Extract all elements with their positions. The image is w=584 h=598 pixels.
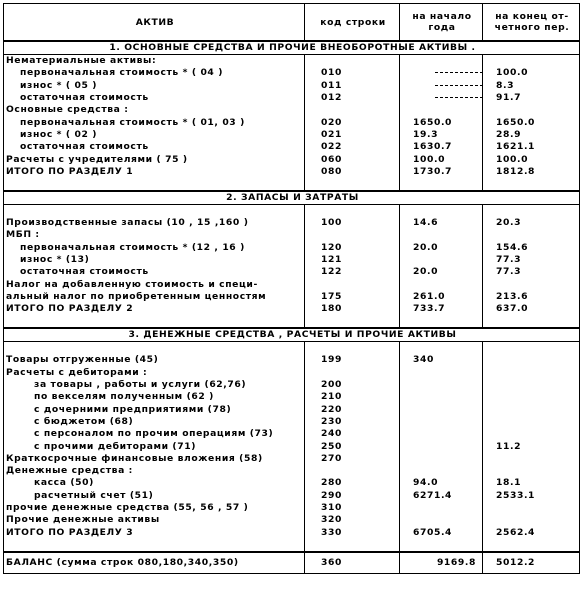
row-label: прочие денежные средства (55, 56 , 57 ) [6,502,249,514]
row-period-end: 18.1 [483,477,580,489]
row-label: Денежные средства : [6,465,133,477]
balance-code: 360 [305,552,400,574]
row-label: Основные средства : [6,104,129,116]
row-code: 080 [305,166,400,178]
row-label: с бюджетом (68) [34,415,134,427]
row-period-end [483,391,580,403]
row-period-end: 1621.1 [483,141,580,153]
row-code: 290 [305,490,400,502]
row-period-end [483,278,580,290]
table-row [4,354,580,366]
table-row [4,404,580,416]
table-row [4,242,580,254]
table-row [4,416,580,428]
row-year-start [400,80,483,92]
row-code: 121 [305,254,400,266]
header-year-start: на начало года [400,4,483,42]
row-period-end: 1650.0 [483,116,580,128]
row-code: 100 [305,217,400,229]
row-period-end: 28.9 [483,129,580,141]
row-period-end: 154.6 [483,242,580,254]
row-code [305,465,400,477]
row-period-end: 637.0 [483,303,580,315]
row-label: остаточная стоимость [20,92,149,104]
table-row [4,153,580,165]
row-label: остаточная стоимость [20,141,149,153]
row-label: Производственные запасы (10 , 15 ,160 ) [6,217,249,229]
row-year-start [400,278,483,290]
row-label: с дочерними предприятиями (78) [34,403,232,415]
row-period-end [483,229,580,241]
balance-sheet-form [3,3,579,591]
row-label: Товары отгруженные (45) [6,354,159,366]
row-year-start: 733.7 [400,303,483,315]
table-row [4,379,580,391]
row-code: 199 [305,354,400,366]
table-row [4,55,580,68]
row-period-end: 91.7 [483,92,580,104]
row-period-end [483,514,580,526]
row-year-start [400,254,483,266]
table-row [4,104,580,116]
row-code: 060 [305,153,400,165]
row-year-start: 100.0 [400,153,483,165]
row-year-start: 94.0 [400,477,483,489]
row-period-end [483,428,580,440]
empty-dash-marker [435,92,483,98]
row-year-start [400,229,483,241]
section-3-body [4,354,580,538]
row-label: альный налог по приобретенным ценностям [6,290,267,302]
row-code: 240 [305,428,400,440]
row-year-start [400,514,483,526]
row-year-start: 340 [400,354,483,366]
row-year-start: 6271.4 [400,490,483,502]
row-code [305,104,400,116]
table-row [4,490,580,502]
row-code: 012 [305,92,400,104]
row-label: с прочими дебиторами (71) [34,440,197,452]
row-code: 200 [305,379,400,391]
spacer-row [4,204,580,217]
row-code [305,367,400,379]
row-year-start [400,92,483,104]
row-code: 250 [305,440,400,452]
spacer-row [4,342,580,355]
section-1-header [4,41,580,55]
row-code: 180 [305,303,400,315]
row-code: 021 [305,129,400,141]
row-label: за товары , работы и услуги (62,76) [34,379,247,391]
table-row [4,428,580,440]
row-period-end [483,379,580,391]
row-year-start [400,502,483,514]
section-3-header [4,328,580,342]
row-label: Расчеты с учредителями ( 75 ) [6,153,188,165]
row-period-end: 1812.8 [483,166,580,178]
row-code [305,229,400,241]
spacer-row [4,539,580,552]
row-year-start [400,404,483,416]
table-row [4,80,580,92]
row-label: износ * (13) [20,254,90,265]
table-row [4,367,580,379]
section-2-body [4,217,580,315]
row-code: 270 [305,453,400,465]
row-year-start [400,453,483,465]
row-year-start: 20.0 [400,266,483,278]
row-year-start: 1630.7 [400,141,483,153]
row-label: с персоналом по прочим операциям (73) [34,428,274,440]
section-1-title: 1. ОСНОВНЫЕ СРЕДСТВА И ПРОЧИЕ ВНЕОБОРОТНЫЕ АКТИВЫ . [4,41,580,55]
table-row [4,229,580,241]
row-label: остаточная стоимость [20,266,149,278]
row-period-end: 77.3 [483,266,580,278]
table-row [4,391,580,403]
row-code: 320 [305,514,400,526]
row-period-end: 2533.1 [483,490,580,502]
section-2-header [4,191,580,205]
header-line-code: код строки [305,4,400,42]
empty-dash-marker [435,67,483,73]
section-1-body [4,55,580,178]
row-period-end: 20.3 [483,217,580,229]
table-row [4,129,580,141]
table-row [4,278,580,290]
row-year-start [400,55,483,68]
row-year-start: 261.0 [400,291,483,303]
row-period-end [483,453,580,465]
row-year-start: 19.3 [400,129,483,141]
row-code: 210 [305,391,400,403]
table-row [4,465,580,477]
table-row [4,527,580,539]
row-year-start: 6705.4 [400,527,483,539]
row-period-end [483,465,580,477]
row-period-end [483,354,580,366]
row-year-start [400,367,483,379]
row-period-end [483,416,580,428]
row-year-start [400,416,483,428]
row-label: расчетный счет (51) [34,489,154,501]
table-row [4,141,580,153]
table-header [4,4,580,42]
row-period-end [483,404,580,416]
empty-dash-marker [435,80,483,86]
section-2-title: 2. ЗАПАСЫ И ЗАТРАТЫ [4,191,580,205]
row-label: первоначальная стоимость * ( 01, 03 ) [20,116,245,128]
row-label: Расчеты с дебиторами : [6,366,148,378]
row-year-start [400,391,483,403]
section-3-title: 3. ДЕНЕЖНЫЕ СРЕДСТВА , РАСЧЕТЫ И ПРОЧИЕ АКТИВЫ [4,328,580,342]
row-period-end: 100.0 [483,67,580,79]
row-label: Налог на добавленную стоимость и специ- [6,278,258,290]
row-code: 010 [305,67,400,79]
row-label: ИТОГО ПО РАЗДЕЛУ 2 [6,303,134,315]
row-code: 220 [305,404,400,416]
row-period-end: 213.6 [483,291,580,303]
row-label: касса (50) [34,477,94,489]
row-code [305,278,400,290]
spacer-row [4,315,580,328]
row-period-end: 77.3 [483,254,580,266]
balance-table [3,3,580,574]
row-code: 330 [305,527,400,539]
row-label: первоначальная стоимость * ( 04 ) [20,67,224,79]
balance-start: 9169.8 [400,552,483,574]
row-year-start [400,104,483,116]
row-year-start [400,440,483,452]
row-label: износ * ( 05 ) [20,79,98,91]
header-asset: АКТИВ [135,16,175,28]
row-code: 011 [305,80,400,92]
table-row [4,477,580,489]
balance-end: 5012.2 [483,552,580,574]
row-year-start [400,67,483,79]
row-period-end: 8.3 [483,80,580,92]
row-period-end: 100.0 [483,153,580,165]
row-label: Нематериальные активы: [6,55,157,67]
row-code [305,55,400,68]
balance-total-row [4,552,580,574]
row-year-start [400,379,483,391]
table-row [4,166,580,178]
row-period-end [483,367,580,379]
balance-label: БАЛАНС (сумма строк 080,180,340,350) [4,552,305,574]
row-year-start: 1650.0 [400,116,483,128]
row-code: 310 [305,502,400,514]
row-code: 280 [305,477,400,489]
row-period-end [483,502,580,514]
row-year-start [400,465,483,477]
row-period-end: 2562.4 [483,527,580,539]
row-code: 122 [305,266,400,278]
table-row [4,92,580,104]
row-label: Прочие денежные активы [6,514,160,526]
table-row [4,291,580,303]
row-year-start: 20.0 [400,242,483,254]
row-year-start: 14.6 [400,217,483,229]
row-label: по векселям полученным (62 ) [34,391,214,403]
table-row [4,254,580,266]
table-row [4,502,580,514]
header-period-end: на конец от-четного пер. [483,4,580,42]
table-row [4,217,580,229]
table-row [4,453,580,465]
row-label: МБП : [6,229,40,241]
spacer-row [4,178,580,191]
table-row [4,67,580,79]
table-row [4,440,580,452]
table-row [4,116,580,128]
row-label: первоначальная стоимость * (12 , 16 ) [20,241,245,253]
row-year-start [400,428,483,440]
row-label: ИТОГО ПО РАЗДЕЛУ 3 [6,526,134,538]
row-code: 175 [305,291,400,303]
row-period-end [483,55,580,68]
row-code: 230 [305,416,400,428]
table-row [4,303,580,315]
row-label: Краткосрочные финансовые вложения (58) [6,452,263,464]
row-code: 120 [305,242,400,254]
table-row [4,514,580,526]
row-period-end: 11.2 [483,440,580,452]
row-code: 020 [305,116,400,128]
row-year-start: 1730.7 [400,166,483,178]
table-row [4,266,580,278]
row-label: ИТОГО ПО РАЗДЕЛУ 1 [6,165,134,177]
row-code: 022 [305,141,400,153]
row-label: износ * ( 02 ) [20,128,98,140]
row-period-end [483,104,580,116]
